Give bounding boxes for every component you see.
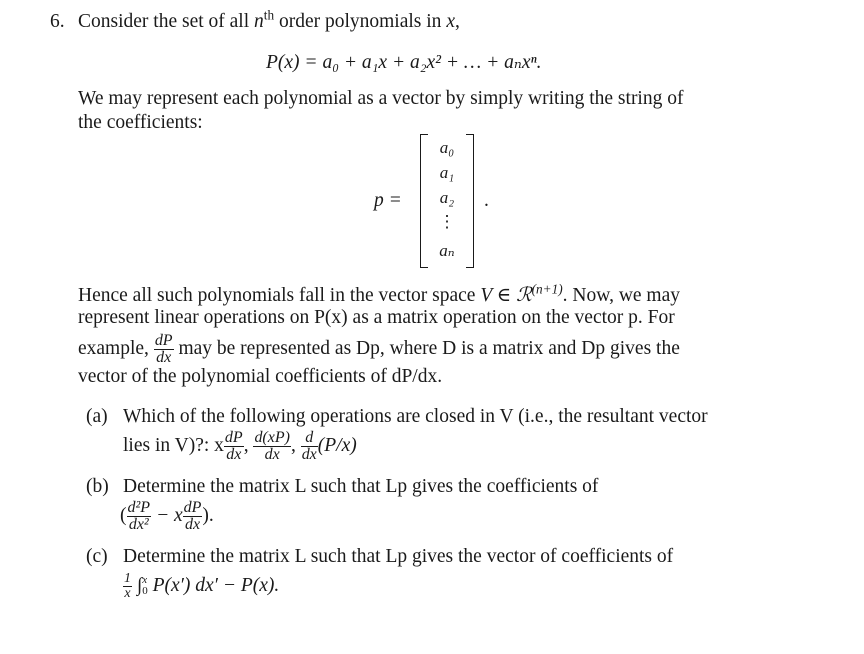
frac-numerator: d²P	[127, 499, 151, 516]
frac-numerator: d	[301, 430, 318, 447]
frac-denominator: dx	[156, 348, 172, 366]
frac-numerator: dP	[183, 499, 202, 516]
intro-line	[78, 7, 460, 33]
derivative-fraction	[154, 333, 174, 366]
representation-line-2: the coefficients:	[78, 112, 203, 133]
intro-text-2: order polynomials in	[274, 11, 447, 32]
hence-text-a: Hence all such polynomials fall in the vector space	[78, 285, 481, 306]
intro-n: n	[254, 11, 264, 32]
frac-denominator: x	[124, 585, 131, 601]
frac-denominator: dx²	[128, 515, 149, 533]
close-paren: ).	[202, 504, 214, 526]
operation-3-fraction	[301, 430, 318, 463]
intro-comma: ,	[454, 11, 460, 32]
vector-period: .	[484, 190, 489, 211]
intro-th: th	[263, 7, 275, 23]
hence-line-3	[78, 333, 680, 366]
vector-label: p =	[374, 190, 402, 211]
lower-limit: 0	[142, 585, 148, 598]
separator: ,	[243, 434, 249, 456]
vector-entry: ⋮	[438, 212, 456, 231]
minus-x: − x	[151, 504, 183, 526]
frac-numerator: d(xP)	[254, 429, 290, 446]
part-a-text: lies in V)?: x	[123, 434, 224, 456]
part-c-line-1: Determine the matrix L such that Lp gives the vector of coefficients of	[123, 546, 674, 567]
operation-2-fraction	[253, 430, 291, 463]
first-derivative-fraction	[183, 500, 203, 533]
part-c-label: (c)	[86, 546, 108, 567]
vector-entry: a₀	[439, 138, 455, 157]
vector-space-symbol: V ∈ ℛ	[480, 285, 532, 306]
hence-text-c: . Now, we may	[562, 285, 681, 306]
part-a-line-1: Which of the following operations are closed in V (i.e., the resultant vector	[123, 406, 708, 427]
coefficient-vector	[420, 134, 474, 268]
operation-1-fraction	[224, 430, 244, 463]
hence-line-1	[78, 283, 680, 307]
intro-x: x	[446, 11, 455, 32]
dimension-superscript: (n+1)	[531, 281, 563, 297]
integral-sign: ∫	[136, 574, 143, 596]
representation-line-1: We may represent each polynomial as a vector by simply writing the string of	[78, 88, 684, 109]
frac-denominator: dx	[264, 445, 280, 463]
frac-denominator: dx	[301, 445, 317, 463]
open-paren: (	[120, 504, 127, 526]
one-over-x-fraction	[123, 572, 132, 601]
upper-limit: x	[142, 574, 148, 587]
polynomial-equation: P(x) = a₀ + a₁x + a₂x² + … + aₙxⁿ.	[266, 52, 542, 73]
frac-numerator: dP	[224, 429, 243, 446]
second-derivative-fraction	[127, 500, 152, 533]
part-b-label: (b)	[86, 476, 109, 497]
frac-denominator: dx	[184, 515, 201, 533]
vector-entry: a₁	[439, 163, 455, 182]
part-b-line-1: Determine the matrix L such that Lp gives the coefficients of	[123, 476, 599, 497]
part-a-line-2	[123, 430, 357, 463]
operation-3-argument: (P/x)	[317, 434, 357, 456]
separator: ,	[290, 434, 296, 456]
integral-limits	[142, 575, 148, 597]
integrand-expression: P(x′) dx′ − P(x).	[152, 574, 280, 596]
example-text: example,	[78, 337, 154, 359]
frac-numerator: dP	[154, 332, 173, 349]
part-b-expression	[120, 500, 214, 533]
problem-number: 6.	[50, 11, 65, 32]
part-a-label: (a)	[86, 406, 108, 427]
frac-numerator: 1	[124, 571, 131, 586]
hence-line-2: represent linear operations on P(x) as a matrix operation on the vector p. For	[78, 307, 675, 328]
part-c-expression	[123, 572, 279, 601]
hence-line-4: vector of the polynomial coefficients of dP/dx.	[78, 366, 443, 387]
intro-text-1: Consider the set of all	[78, 11, 255, 32]
frac-denominator: dx	[226, 445, 242, 463]
vector-entry: aₙ	[439, 241, 455, 260]
vector-entry: a₂	[439, 188, 455, 207]
hence-text-b: may be represented as Dp, where D is a matrix and Dp gives the	[173, 337, 680, 359]
